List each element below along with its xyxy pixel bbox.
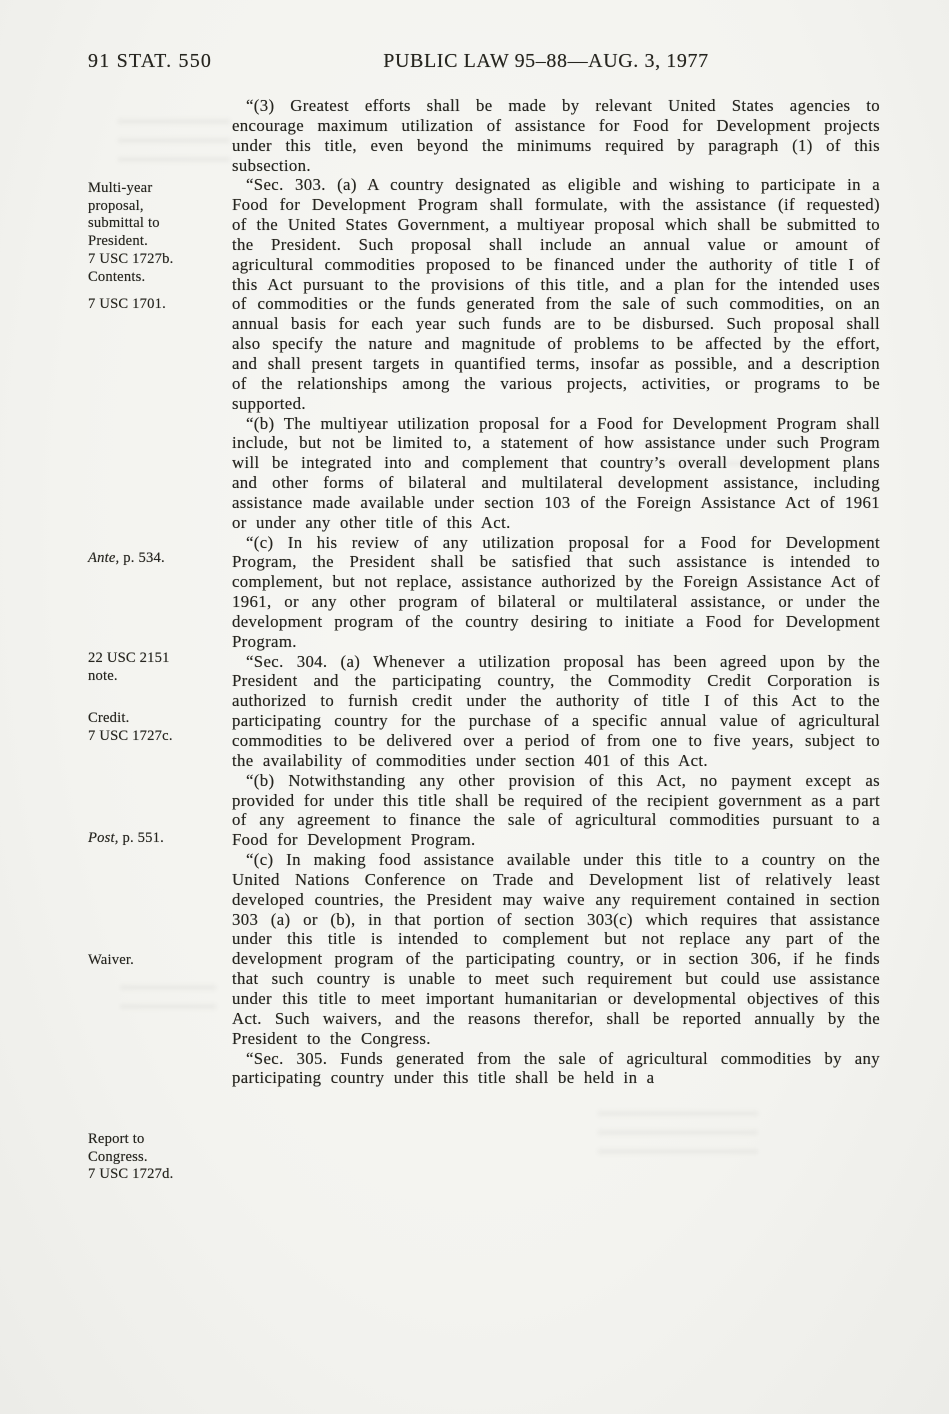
margin-note-usc-2151 — [88, 650, 228, 685]
statute-paragraph-sec-304: “Sec. 304. (a) Whenever a utilization proposal has been agreed upon by the President and the participating country, the Commodity Credit Corporation is authorized to furnish credit under the authority of title I of this Act to the participating country for the purchase of a specific annual value of agricultural commodities to be delivered over a period of from one to five years, subject to the availability of commodities under section 401 of this Act. — [232, 651, 880, 770]
margin-note-credit — [88, 710, 228, 745]
margin-note-line: Waiver. — [88, 952, 135, 968]
margin-note-line: Congress. — [88, 1148, 148, 1165]
margin-note-italic: Post, — [88, 830, 119, 846]
statute-paragraph-303c: “(c) In his review of any utilization proposal for a Food for Development Program, the President shall be satisfied that such assistance is intended to complement, but not replace, assistance authorized by the Foreign Assistance Act of 1961, or any other program of bilateral or multilateral assistance, or under the development program of the country desiring to initiate a Food for Development Program. — [232, 532, 880, 651]
margin-note-rest: p. 534. — [119, 550, 165, 566]
margin-note-usc-1701 — [88, 296, 228, 314]
statute-paragraph-3: “(3) Greatest efforts shall be made by relevant United States agencies to encourage maximum utilization of assistance for Food for Development projects under this title, even beyond the minimums required by paragraph (1) of this subsection. — [232, 96, 880, 175]
statute-page-number: 91 STAT. 550 — [88, 50, 213, 72]
statute-paragraph-sec-305: “Sec. 305. Funds generated from the sale of agricultural commodities by any participating country under this title shall be held in a — [232, 1048, 880, 1088]
margin-note-line: 7 USC 1727d. — [88, 1166, 174, 1183]
margin-note-rest: p. 551. — [118, 830, 164, 846]
margin-note-italic: Ante, — [88, 550, 120, 566]
margin-note-line: President. — [88, 233, 148, 250]
margin-note-line: 7 USC 1701. — [88, 296, 167, 312]
margin-note-post-p551 — [88, 830, 228, 848]
margin-note-line: note. — [88, 667, 118, 684]
margin-note-multiyear-proposal — [88, 180, 228, 286]
statute-paragraph-304c: “(c) In making food assistance available under this title to a country on the United Nations Conference on Trade and Development list of relatively least developed countries, the President may waive any requirement contained in section 303 (a) or (b), in that portion of section 303(c) which requires that assistance under this title is intended to complement but not replace any part of the development program of the participating country, or in section 306, if he finds that such country is unable to meet such requirement but could use assistance under this title to meet important humanitarian or developmental objectives of this Act. Such waivers, and the reasons therefor, shall be reported annually by the President to the Congress. — [232, 850, 880, 1048]
margin-note-line: submittal to — [88, 215, 160, 232]
scan-artifact — [120, 985, 216, 1015]
margin-note-line: 7 USC 1727b. — [88, 250, 174, 267]
statute-text-column — [232, 96, 880, 1088]
margin-note-waiver — [88, 952, 228, 970]
scan-artifact — [598, 1100, 758, 1160]
scan-artifact — [118, 110, 230, 168]
margin-note-line: Report to — [88, 1131, 145, 1147]
statute-paragraph-303b: “(b) The multiyear utilization proposal for a Food for Development Program shall include, but not be limited to, a statement of how assistance under such Program will be integrated into and complement that country’s overall development plans and other forms of bilateral and multilateral development assistance, including assistance made available under section 103 of the Foreign Assistance Act of 1961 or under any other title of this Act. — [232, 413, 880, 532]
margin-note-report-to-congress — [88, 1131, 228, 1184]
margin-note-line: 7 USC 1727c. — [88, 727, 173, 744]
margin-note-line: proposal, — [88, 197, 144, 214]
margin-note-ante-p534 — [88, 550, 228, 568]
margin-note-line: Multi-year — [88, 180, 153, 196]
margin-note-line: Credit. — [88, 710, 130, 726]
statute-paragraph-304b: “(b) Notwithstanding any other provision of this Act, no payment except as provided for under this title shall be required of the recipient government as a part of any agreement to finance the sale of agricultural commodities pursuant to a Food for Development Program. — [232, 770, 880, 850]
margin-note-line: Contents. — [88, 268, 146, 285]
public-law-heading: PUBLIC LAW 95–88—AUG. 3, 1977 — [383, 50, 709, 72]
statute-paragraph-sec-303: “Sec. 303. (a) A country designated as eligible and wishing to participate in a Food for Development Program shall formulate, with the assistance (if requested) of the United States Government, a multiyear proposal which shall be submitted to the President. Such proposal shall include an annual value or amount of agricultural commodities proposed to be financed under the authority of title I of this Act pursuant to the provisions of this title, and a plan for the intended uses of commodities or the funds generated from the sale of such commodities, on an annual basis for each year such funds are to be disbursed. Such proposal shall also specify the nature and magnitude of problems to be affected by the effort, and shall present targets in quantified terms, insofar as possible, and a description of the relationships among the various projects, activities, or programs to be supported. — [232, 175, 880, 413]
margin-note-line: 22 USC 2151 — [88, 650, 170, 666]
